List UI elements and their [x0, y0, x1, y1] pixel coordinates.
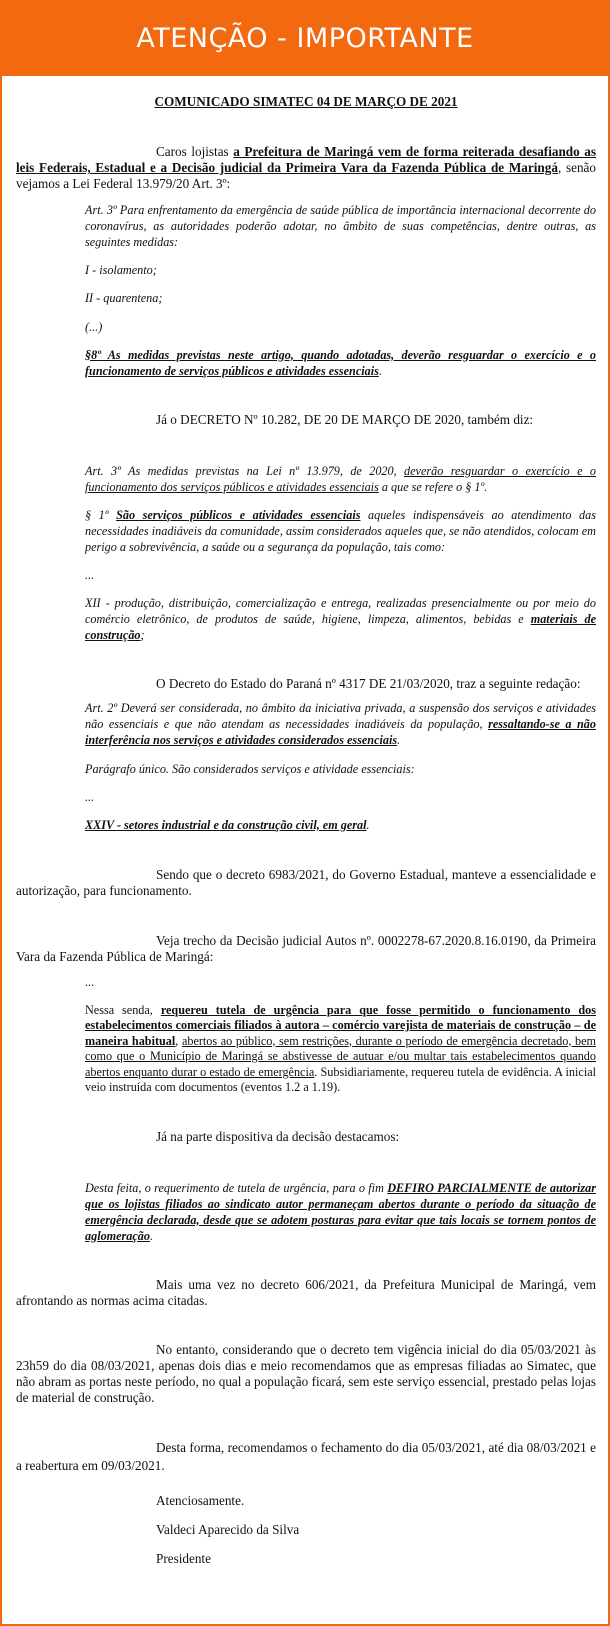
signer-role: Presidente: [156, 1550, 211, 1566]
decree-xii-lead: XII - produção, distribuição, comercialização e entrega, realizadas presencialmente ou por meio do comércio eletrônico, de produtos de saúde, higiene, limpeza, alimentos, bebidas e: [85, 596, 596, 627]
decree-606-paragraph: Mais uma vez no decreto 606/2021, da Prefeitura Municipal de Maringá, vem afrontando as normas acima citadas.: [16, 1276, 596, 1308]
dispositive-excerpt: [85, 1180, 596, 1244]
intro-highlight: a Prefeitura de Maringá vem de forma reiterada desafiando as leis Federais, Estadual e a Decisão judicial da Primeira Vara da Fazenda Pública de Maringá: [16, 144, 596, 175]
dispositive-intro: Já na parte dispositiva da decisão destacamos:: [156, 1128, 400, 1144]
intro-tail: , senão vejamos a Lei Federal 13.979/20 Art. 3º:: [16, 160, 596, 191]
intro-lead: Caros lojistas: [156, 144, 234, 159]
dispositive-tail: .: [150, 1228, 154, 1243]
judicial-tail: . Subsidiariamente, requereu tutela de evidência. A inicial veio instruída com documentos (eventos 1.2 a 1.19).: [85, 1064, 596, 1095]
banner-title: ATENÇÃO - IMPORTANTE: [2, 2, 608, 76]
decree-par1: [85, 507, 596, 555]
dispositive-underlined: DEFIRO PARCIALMENTE de autorizar que os lojistas filiados ao sindicato autor permaneçam abertos durante o período da situação de emergência declarada, desde que se adotem posturas para evitar que tais locais se tornem pontos de aglomeração: [85, 1180, 596, 1243]
decree-ellipsis: ...: [85, 568, 95, 583]
decree-art3-tail: a que se refere o § 1º.: [378, 479, 488, 494]
vigency-paragraph: No entanto, considerando que o decreto tem vigência inicial do dia 05/03/2021 às 23h59 do dia 08/03/2021, apenas dois dias e meio recomendamos que as empresas filiadas ao Simatec, que não abram as portas neste período, no qual a população ficará, sem este serviço essencial, prestado pelas lojas de material de construção.: [16, 1341, 596, 1405]
judicial-intro: Veja trecho da Decisão judicial Autos nº. 0002278-67.2020.8.16.0190, da Primeira Vara da Fazenda Pública de Maringá:: [16, 932, 596, 964]
state-art2-lead: Art. 2º Deverá ser considerada, no âmbito da iniciativa privada, a suspensão dos serviços e atividades não essenciais e que não atendam as necessidades inadiáveis da população,: [85, 701, 596, 732]
decree-par1-tail: aqueles indispensáveis ao atendimento das necessidades inadiáveis da comunidade, assim considerados aqueles que, se não atendidos, colocam em perigo a sobrevivência, a saúde ou a segurança da população, tais como:: [85, 507, 596, 554]
judicial-excerpt: [85, 1003, 596, 1096]
law-ellipsis: (...): [85, 319, 103, 334]
decree-par1-underlined: São serviços públicos e atividades essenciais: [116, 507, 361, 522]
law-par8: [85, 347, 596, 379]
judicial-ellipsis: ...: [85, 974, 95, 989]
judicial-underlined-1: requereu tutela de urgência para que fosse permitido o funcionamento dos estabelecimentos comerciais filiados à autora – comércio varejista de materiais de construção – de maneira habitual: [85, 1002, 597, 1048]
judicial-separator: ,: [175, 1033, 182, 1048]
decree-xii-tail: ;: [140, 628, 145, 643]
recommendation-paragraph: Desta forma, recomendamos o fechamento do dia 05/03/2021, até dia 08/03/2021 e a reabertura em 09/03/2021.: [16, 1439, 596, 1473]
law-par8-text: §8º As medidas previstas neste artigo, quando adotadas, deverão resguardar o exercício e o funcionamento de serviços públicos e atividades essenciais: [85, 347, 596, 378]
state-xxiv: [85, 817, 596, 833]
law-item-1: I - isolamento;: [85, 263, 157, 278]
law-item-2: II - quarentena;: [85, 291, 163, 306]
decree-par1-lead: § 1º: [85, 507, 117, 522]
state-xxiv-tail: .: [366, 817, 370, 832]
state-xxiv-text: XXIV - setores industrial e da construção civil, em geral: [85, 817, 367, 832]
state-single-paragraph: Parágrafo único. São considerados serviços e atividade essenciais:: [85, 761, 415, 776]
state-intro: O Decreto do Estado do Paraná nº 4317 DE 21/03/2020, traz a seguinte redação:: [156, 676, 581, 692]
decree-art3-underlined: deverão resguardar o exercício e o funcionamento dos serviços públicos e atividades essenciais: [85, 463, 596, 494]
dispositive-lead: Desta feita, o requerimento de tutela de urgência, para o fim: [85, 1180, 388, 1195]
law-art3: Art. 3º Para enfrentamento da emergência de saúde pública de importância internacional decorrente do coronavírus, as autoridades poderão adotar, no âmbito de suas competências, dentre outras, as seguintes medidas:: [85, 203, 596, 249]
state-art2: [85, 700, 596, 748]
closing: Atenciosamente.: [156, 1492, 245, 1508]
document-body: [16, 94, 596, 1580]
signer-name: Valdeci Aparecido da Silva: [156, 1521, 300, 1537]
intro-paragraph: [16, 144, 596, 192]
decree-art3: [85, 463, 596, 495]
decree-xii: [85, 595, 596, 643]
state-art2-underlined: ressaltando-se a não interferência nos serviços e atividades considerados essenciais: [85, 717, 596, 748]
document-title: COMUNICADO SIMATEC 04 DE MARÇO DE 2021: [154, 94, 458, 109]
decree-6983-paragraph: Sendo que o decreto 6983/2021, do Governo Estadual, manteve a essencialidade e autorização, para funcionamento.: [16, 866, 596, 898]
state-art2-tail: .: [397, 733, 401, 748]
judicial-lead: Nessa senda,: [85, 1002, 161, 1017]
law-par8-end: .: [378, 363, 382, 378]
decree-xii-underlined: materiais de construção: [85, 612, 596, 643]
decree-art3-lead: Art. 3º As medidas previstas na Lei nº 13.979, de 2020,: [85, 463, 405, 478]
decree-intro: Já o DECRETO Nº 10.282, DE 20 DE MARÇO DE 2020, também diz:: [156, 411, 534, 427]
judicial-underlined-2: abertos ao público, sem restrições, durante o período de emergência decretado, bem como que o Município de Maringá se abstivesse de autuar e/ou multar tais estabelecimentos quando abertos enquanto durar o estado de emergência: [85, 1033, 596, 1079]
state-ellipsis: ...: [85, 789, 95, 804]
